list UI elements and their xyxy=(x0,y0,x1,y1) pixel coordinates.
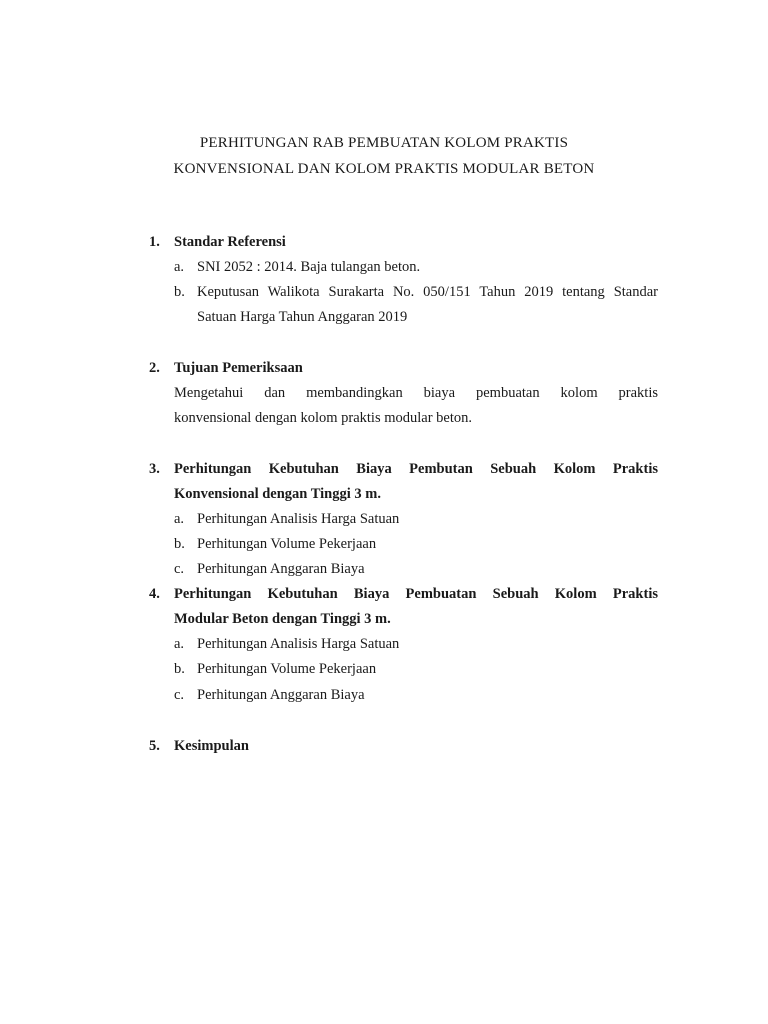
list-item-text: SNI 2052 : 2014. Baja tulangan beton. xyxy=(197,259,421,275)
list-item-letter: b. xyxy=(174,536,185,552)
paragraph-text: Mengetahui dan membandingkan biaya pembuatan kolom praktis xyxy=(174,385,658,401)
list-item-letter: c. xyxy=(174,687,185,703)
section-number: 3. xyxy=(149,461,160,477)
list-item-text: Perhitungan Anggaran Biaya xyxy=(197,687,365,703)
section-heading: Modular Beton dengan Tinggi 3 m. xyxy=(174,611,391,627)
paragraph-text: konvensional dengan kolom praktis modular beton. xyxy=(174,410,473,426)
section-number: 2. xyxy=(149,360,160,376)
list-item-letter: a. xyxy=(174,511,185,527)
document-title-line-1: PERHITUNGAN RAB PEMBUATAN KOLOM PRAKTIS xyxy=(199,135,569,151)
list-item-letter: a. xyxy=(174,636,185,652)
list-item-letter: b. xyxy=(174,284,185,300)
section-heading: Konvensional dengan Tinggi 3 m. xyxy=(174,486,381,502)
list-item-letter: c. xyxy=(174,561,185,577)
list-item-text: Perhitungan Analisis Harga Satuan xyxy=(197,511,400,527)
list-item-text: Perhitungan Volume Pekerjaan xyxy=(197,536,377,552)
document-title-line-2: KONVENSIONAL DAN KOLOM PRAKTIS MODULAR BETON xyxy=(173,161,595,177)
section-number: 1. xyxy=(149,234,160,250)
list-item-text: Perhitungan Volume Pekerjaan xyxy=(197,661,377,677)
list-item-text: Satuan Harga Tahun Anggaran 2019 xyxy=(197,309,408,325)
list-item-text: Perhitungan Analisis Harga Satuan xyxy=(197,636,400,652)
list-item-text: Keputusan Walikota Surakarta No. 050/151 Tahun 2019 tentang Standar xyxy=(197,284,658,300)
list-item-letter: b. xyxy=(174,661,185,677)
section-heading: Standar Referensi xyxy=(174,234,286,250)
section-heading: Kesimpulan xyxy=(174,738,249,754)
section-heading: Perhitungan Kebutuhan Biaya Pembutan Sebuah Kolom Praktis xyxy=(174,461,658,477)
list-item-letter: a. xyxy=(174,259,185,275)
section-number: 4. xyxy=(149,586,160,602)
list-item-text: Perhitungan Anggaran Biaya xyxy=(197,561,365,577)
section-heading: Tujuan Pemeriksaan xyxy=(174,360,303,376)
section-heading: Perhitungan Kebutuhan Biaya Pembuatan Sebuah Kolom Praktis xyxy=(174,586,658,602)
section-number: 5. xyxy=(149,738,160,754)
